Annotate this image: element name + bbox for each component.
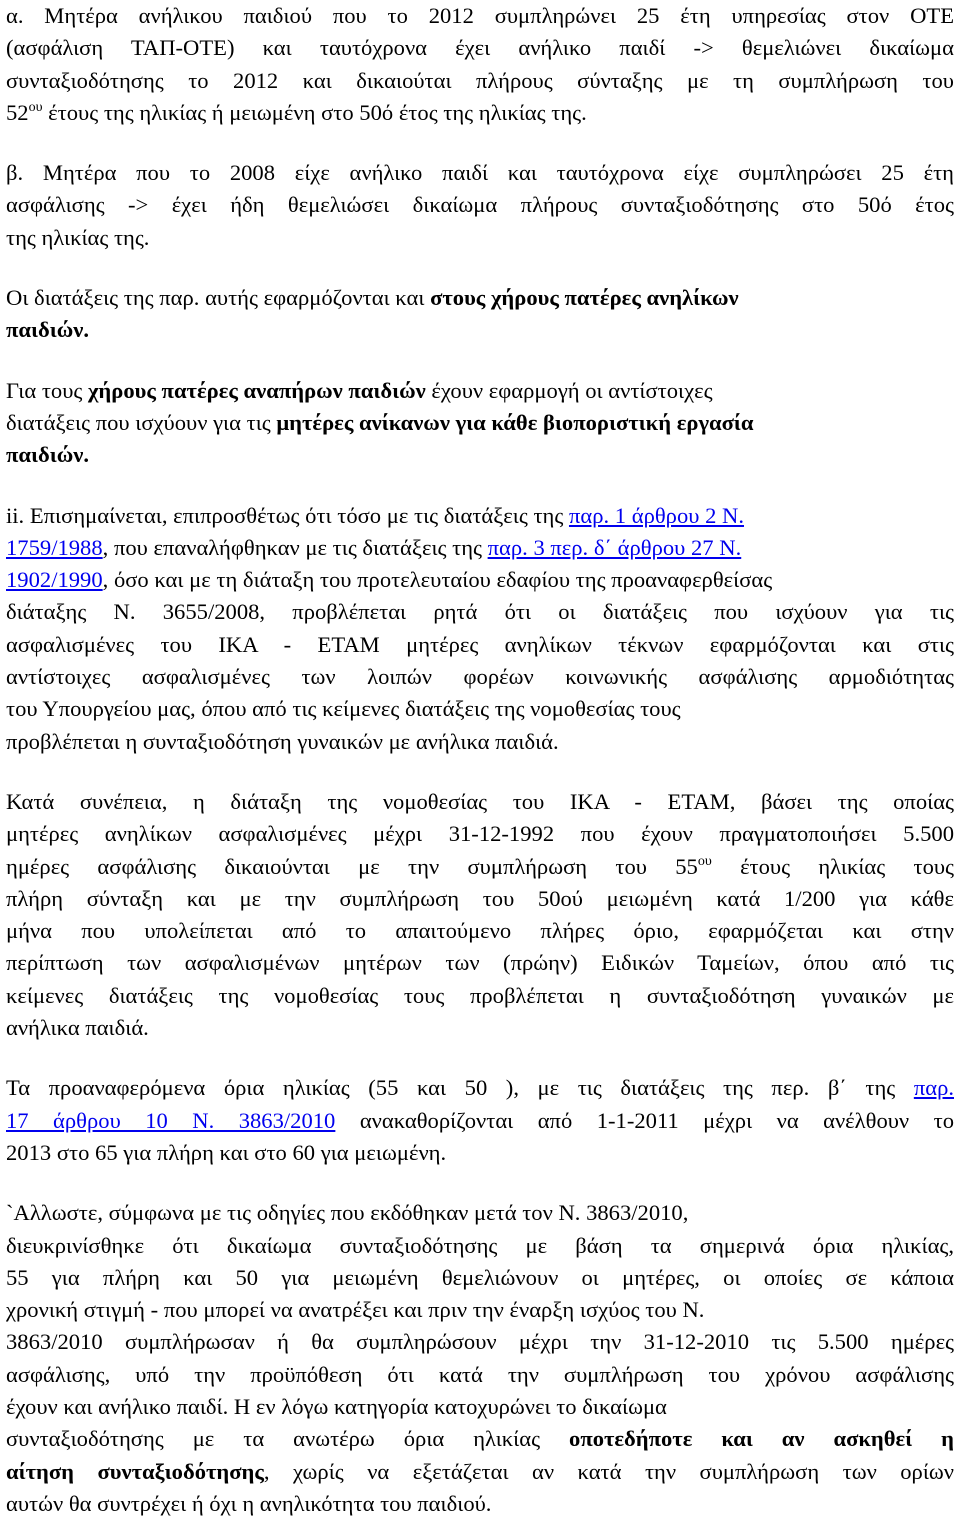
superscript: ου: [697, 853, 712, 869]
paragraph-ii: [6, 500, 954, 758]
text-line: ασφάλισης, υπό την προϋπόθεση ότι κατά την συμπλήρωση του χρόνου ασφάλισης: [6, 1361, 954, 1387]
text-run: έτους ηλικίας τους: [711, 853, 954, 879]
text-line: 2013 στο 65 για πλήρη και στο 60 για μειωμένη.: [6, 1139, 447, 1165]
text-run: συνταξιοδότησης με τα ανωτέρω όρια ηλικίας: [6, 1426, 570, 1452]
text-line: `Αλλωστε, σύμφωνα με τις οδηγίες που εκδόθηκαν μετά τον Ν. 3863/2010,: [6, 1200, 689, 1226]
law-link-3863-2010[interactable]: παρ.: [913, 1075, 954, 1101]
law-link-1759-1988-number[interactable]: 1759/1988: [6, 534, 103, 560]
text-line: αντίστοιχες ασφαλισμένες των λοιπών φορέων κοινωνικής ασφάλισης αρμοδιότητας: [6, 664, 954, 690]
paragraph-gap: [6, 758, 954, 786]
text-run: έχουν εφαρμογή οι αντίστοιχες: [425, 377, 713, 403]
text-run: ημέρες ασφάλισης δικαιούνται με την συμπλήρωση του 55: [6, 853, 698, 879]
text-line: συνταξιοδότησης το 2012 και δικαιούται πλήρους σύνταξης με τη συμπλήρωση του: [6, 67, 954, 93]
text-line: [6, 439, 954, 471]
paragraph-gap: [6, 347, 954, 375]
law-link-3863-2010-article[interactable]: 17 άρθρου 10 Ν. 3863/2010: [6, 1107, 336, 1133]
bold-text: οποτεδήποτε και αν ασκηθεί η: [569, 1426, 954, 1452]
text-line: (ασφάλιση ΤΑΠ-ΟΤΕ) και ταυτόχρονα έχει ανήλικο παιδί -> θεμελιώνει δικαίωμα: [6, 35, 954, 61]
text-line: 3863/2010 συμπλήρωσαν ή θα συμπληρώσουν μέχρι την 31-12-2010 τις 5.500 ημέρες: [6, 1329, 954, 1355]
text-line: Κατά συνέπεια, η διάταξη της νομοθεσίας του ΙΚΑ - ΕΤΑΜ, βάσει της οποίας: [6, 788, 954, 814]
law-link-1902-1990[interactable]: παρ. 3 περ. δ΄ άρθρου 27 Ν.: [487, 534, 742, 560]
bold-text: μητέρες ανίκανων για κάθε βιοποριστική εργασία: [276, 409, 754, 435]
text-line: α. Μητέρα ανήλικου παιδιού που το 2012 συμπληρώνει 25 έτη υπηρεσίας στον ΟΤΕ: [6, 3, 954, 28]
text-line: ασφαλισμένες του ΙΚΑ - ΕΤΑΜ μητέρες ανηλίκων τέκνων εφαρμόζονται και στις: [6, 631, 954, 657]
text-line: [6, 407, 954, 439]
text-line: περίπτωση των ασφαλισμένων μητέρων των (πρώην) Ειδικών Ταμείων, όπου από τις: [6, 950, 954, 976]
paragraph-widowers: [6, 282, 954, 347]
text-line: ασφάλισης -> έχει ήδη θεμελιώσει δικαίωμα πλήρους συνταξιοδότησης στο 50ό έτος: [6, 192, 954, 218]
text-line: κείμενες διατάξεις της νομοθεσίας τους προβλέπεται η συνταξιοδότηση γυναικών με: [6, 982, 954, 1008]
text-line: [6, 375, 954, 407]
text-run: Οι διατάξεις της παρ. αυτής εφαρμόζονται και: [6, 285, 431, 311]
text-line: ανήλικα παιδιά.: [6, 1015, 149, 1041]
text-run: διατάξεις που ισχύουν για τις: [6, 409, 277, 435]
text-line: [6, 532, 954, 564]
text-run: ii. Επισημαίνεται, επιπροσθέτως ότι τόσο με τις διατάξεις της: [6, 502, 569, 528]
text-run: , χωρίς να εξετάζεται αν κατά την συμπλήρωση των ορίων: [263, 1458, 954, 1484]
text-line: [6, 1072, 954, 1104]
paragraph-gap: [6, 1044, 954, 1072]
text-run: Τα προαναφερόμενα όρια ηλικίας (55 και 50 ), με τις διατάξεις της περ. β΄ της: [6, 1075, 914, 1101]
paragraph-age-limits: [6, 1072, 954, 1169]
text-line: διευκρινίσθηκε ότι δικαίωμα συνταξιοδότησης με βάση τα σημερινά όρια ηλικίας,: [6, 1232, 954, 1258]
text-line: [6, 1456, 954, 1488]
text-line: του Υπουργείου μας, όπου από τις κείμενες διατάξεις της νομοθεσίας τους: [6, 696, 681, 722]
bold-text: στους χήρους πατέρες ανηλίκων: [430, 285, 739, 311]
paragraph-beta: [6, 157, 954, 254]
paragraph-alpha: [6, 0, 954, 129]
paragraph-gap: [6, 472, 954, 500]
document-page: [6, 0, 954, 1520]
paragraph-consequently: [6, 786, 954, 1044]
superscript: ου: [28, 99, 43, 115]
text-line: έχουν και ανήλικο παιδί. Η εν λόγω κατηγορία κατοχυρώνει το δικαίωμα: [6, 1393, 667, 1419]
text-line: της ηλικίας της.: [6, 224, 150, 250]
bold-text: παιδιών.: [6, 442, 89, 468]
text-line: 55 για πλήρη και 50 για μειωμένη θεμελιώνουν οι μητέρες, οι οποίες σε κάποια: [6, 1264, 954, 1290]
text-line: διάταξης Ν. 3655/2008, προβλέπεται ρητά ότι οι διατάξεις που ισχύουν για τις: [6, 599, 954, 625]
bold-text: χήρους πατέρες αναπήρων παιδιών: [88, 377, 426, 403]
text-run: έτους της ηλικίας ή μειωμένη στο 50ό έτος της ηλικίας της.: [42, 99, 587, 125]
text-line: προβλέπεται η συνταξιοδότηση γυναικών με ανήλικα παιδιά.: [6, 728, 559, 754]
bold-text: αίτηση συνταξιοδότησης: [6, 1458, 264, 1484]
paragraph-disabled-children: [6, 375, 954, 472]
text-line: [6, 564, 954, 596]
text-line: [6, 1105, 954, 1137]
text-line: πλήρη σύνταξη και με την συμπλήρωση του 50ού μειωμένη κατά 1/200 για κάθε: [6, 885, 954, 911]
paragraph-gap: [6, 254, 954, 282]
paragraph-besides: [6, 1197, 954, 1520]
text-line: μητέρες ανηλίκων ασφαλισμένες μέχρι 31-12-1992 που έχουν πραγματοποιήσει 5.500: [6, 821, 954, 847]
text-run: , που επαναλήφθηκαν με τις διατάξεις της: [102, 534, 488, 560]
text-line: [6, 1423, 954, 1455]
law-link-1759-1988[interactable]: παρ. 1 άρθρου 2 Ν.: [568, 502, 744, 528]
text-line: χρονική στιγμή - που μπορεί να ανατρέξει και πριν την έναρξη ισχύος του Ν.: [6, 1297, 705, 1323]
text-line: [6, 97, 954, 129]
text-line: [6, 282, 954, 314]
paragraph-gap: [6, 1169, 954, 1197]
text-line: [6, 851, 954, 883]
paragraph-gap: [6, 129, 954, 157]
text-line: μήνα που υπολείπεται από το απαιτούμενο πλήρες όριο, εφαρμόζεται και στην: [6, 918, 954, 944]
text-line: β. Μητέρα που το 2008 είχε ανήλικο παιδί και ταυτόχρονα είχε συμπληρώσει 25 έτη: [6, 160, 954, 186]
text-line: αυτών θα συντρέχει ή όχι η ανηλικότητα του παιδιού.: [6, 1490, 492, 1516]
text-run: ανακαθορίζονται από 1-1-2011 μέχρι να ανέλθουν το: [335, 1107, 954, 1133]
text-line: [6, 500, 954, 532]
text-line: [6, 314, 954, 346]
ordinal-number: 52: [6, 99, 29, 125]
bold-text: παιδιών.: [6, 317, 89, 343]
text-run: Για τους: [6, 377, 88, 403]
law-link-1902-1990-number[interactable]: 1902/1990: [6, 567, 103, 593]
text-run: , όσο και με τη διάταξη του προτελευταίου εδαφίου της προαναφερθείσας: [102, 567, 773, 593]
